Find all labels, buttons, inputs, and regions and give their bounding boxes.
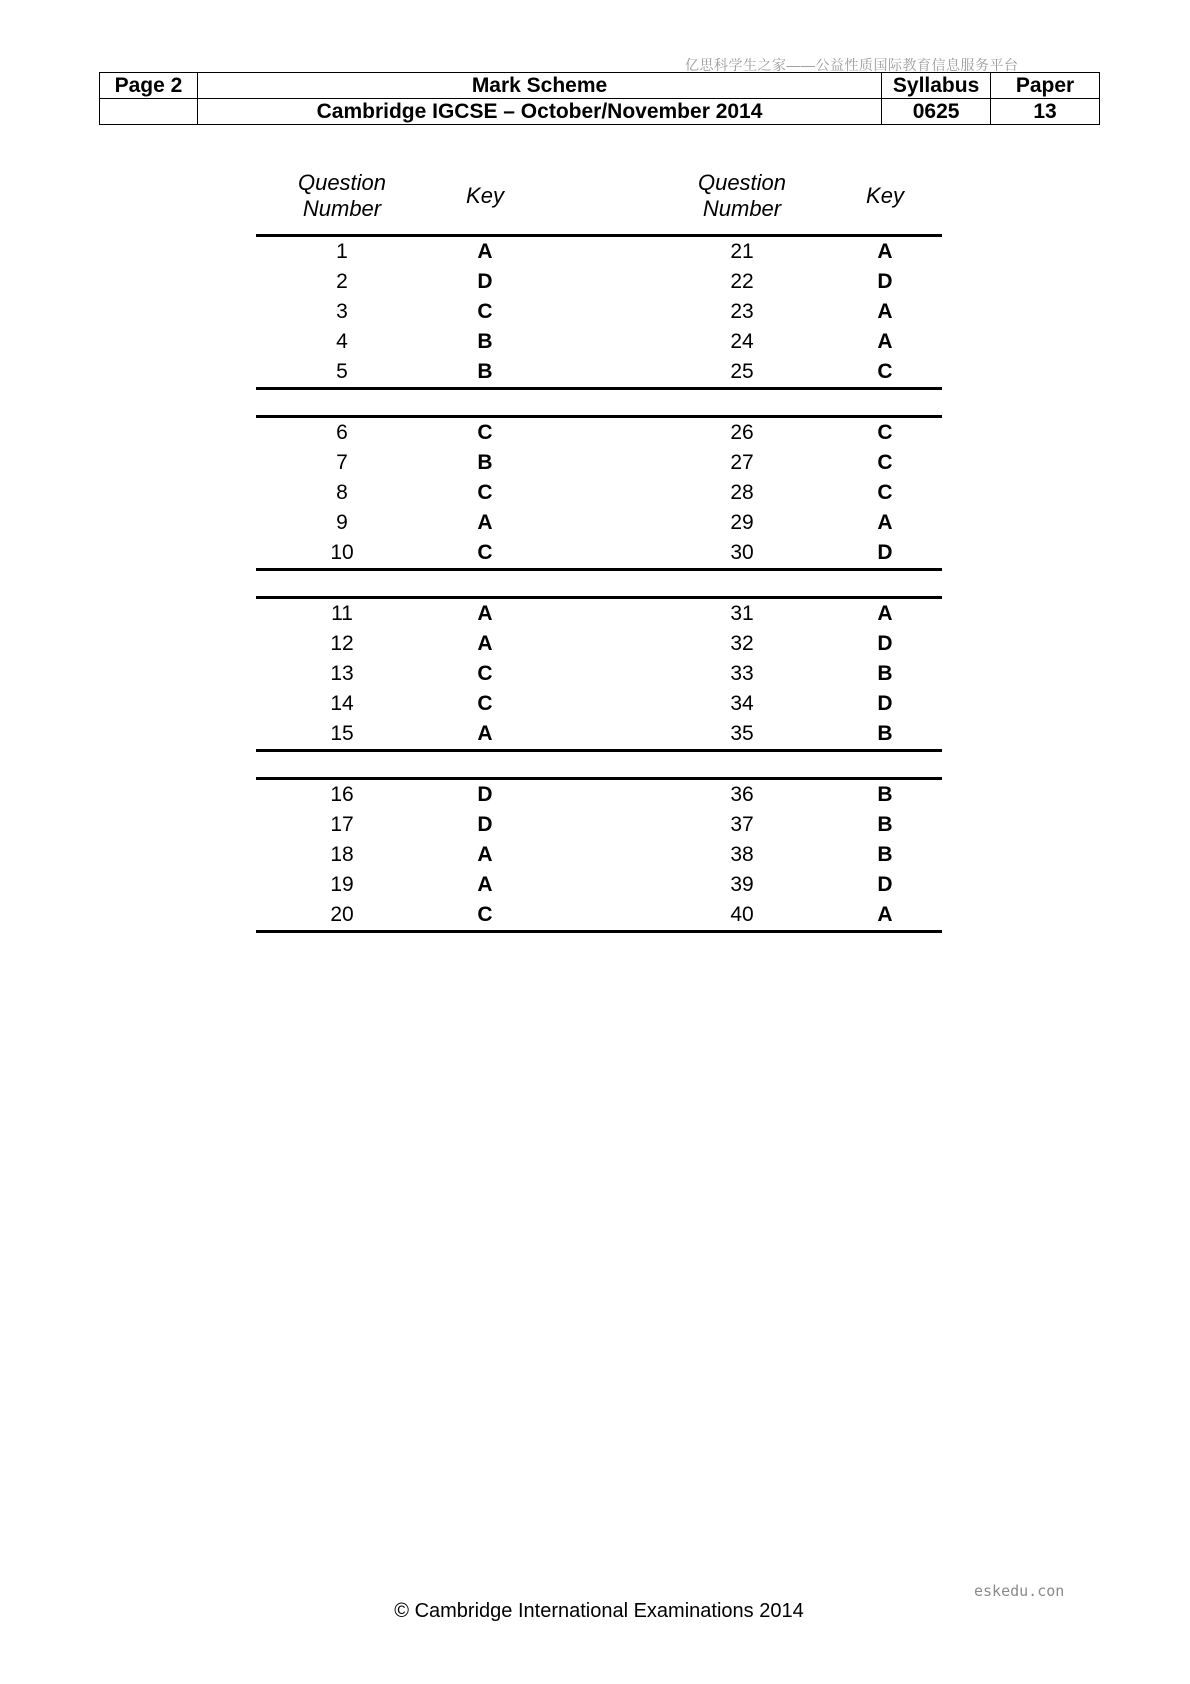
question-number: 31 [730,602,754,625]
answer-row [256,267,942,297]
answer-row [256,810,942,840]
question-number: 3 [336,300,348,323]
answer-block [256,777,942,933]
answer-key: C [477,662,493,685]
question-number: 10 [330,541,354,564]
answer-row [256,659,942,689]
answer-key: B [877,662,893,685]
question-number: 24 [730,330,754,353]
syllabus-code: 0625 [882,99,991,125]
question-number: 28 [730,481,754,504]
question-number: 36 [730,783,754,806]
answer-key: A [877,602,893,625]
question-number: 27 [730,451,754,474]
paper-number: 13 [991,99,1100,125]
question-number: 20 [330,903,354,926]
answer-row [256,629,942,659]
answer-key: A [477,602,493,625]
answer-key: D [877,270,893,293]
question-number: 5 [336,360,348,383]
answer-key: C [477,903,493,926]
answer-key: D [477,270,493,293]
question-number: 18 [330,843,354,866]
answer-row [256,870,942,900]
answer-row [256,780,942,810]
answer-key: A [477,873,493,896]
document-title: Mark Scheme [197,73,881,99]
header-empty-cell [100,99,198,125]
answer-row [256,840,942,870]
answer-key: C [477,300,493,323]
answer-row [256,297,942,327]
answer-key: A [477,632,493,655]
answer-key: A [477,843,493,866]
answer-row [256,327,942,357]
question-number: 7 [336,451,348,474]
question-header-line1: Question [697,170,787,195]
question-number: 40 [730,903,754,926]
answer-block [256,596,942,752]
question-number: 22 [730,270,754,293]
question-number: 2 [336,270,348,293]
watermark-top: 亿思科学生之家——公益性质国际教育信息服务平台 [685,57,1019,73]
question-number: 9 [336,511,348,534]
key-header: Key [466,183,504,208]
question-number: 32 [730,632,754,655]
answer-key: C [877,360,893,383]
answer-block [256,415,942,571]
question-number: 16 [330,783,354,806]
answer-row [256,689,942,719]
question-number: 13 [330,662,354,685]
syllabus-label: Syllabus [882,73,991,99]
question-number: 25 [730,360,754,383]
answer-key: D [477,813,493,836]
question-number: 21 [730,240,754,263]
answer-key: A [477,240,493,263]
answer-row [256,478,942,508]
answer-key: B [477,330,493,353]
question-header-line1: Question [297,170,387,195]
question-number: 37 [730,813,754,836]
answer-row [256,418,942,448]
question-header-line2: Number [702,196,782,221]
question-number: 23 [730,300,754,323]
answer-key: B [477,360,493,383]
question-number: 8 [336,481,348,504]
copyright-footer: © Cambridge International Examinations 2014 [394,1600,804,1622]
answer-key: C [877,421,893,444]
question-number: 35 [730,722,754,745]
question-number: 26 [730,421,754,444]
answer-row [256,508,942,538]
answer-key: A [477,511,493,534]
answer-key: B [477,451,493,474]
answer-row [256,357,942,387]
answer-key: D [877,541,893,564]
answer-block [256,234,942,390]
answer-key: B [877,813,893,836]
answer-key: D [877,873,893,896]
answer-key: B [877,843,893,866]
question-number: 39 [730,873,754,896]
answer-key: B [877,783,893,806]
question-number: 15 [330,722,354,745]
page-number: Page 2 [100,73,198,99]
answer-row [256,237,942,267]
watermark-bottom: eskedu.con [974,1582,1065,1600]
answer-key: A [877,903,893,926]
paper-label: Paper [991,73,1100,99]
answer-key: C [877,481,893,504]
answer-key: C [477,692,493,715]
answer-row [256,448,942,478]
question-number: 19 [330,873,354,896]
question-number: 1 [336,240,348,263]
header-table [99,72,1100,125]
answer-row [256,719,942,749]
question-header-line2: Number [302,196,382,221]
exam-session: Cambridge IGCSE – October/November 2014 [197,99,881,125]
question-number: 14 [330,692,354,715]
answer-key: B [877,722,893,745]
question-number: 30 [730,541,754,564]
answer-key: A [877,330,893,353]
answer-key: D [477,783,493,806]
answer-key: C [477,481,493,504]
question-number: 33 [730,662,754,685]
answer-row [256,900,942,930]
answer-key: D [877,632,893,655]
answer-key: A [877,240,893,263]
answer-key: C [477,421,493,444]
answer-key: A [477,722,493,745]
answer-row [256,599,942,629]
question-number: 6 [336,421,348,444]
question-number-header [656,170,828,222]
question-number: 29 [730,511,754,534]
question-number-header [256,170,428,222]
answer-key: C [477,541,493,564]
answer-key: D [877,692,893,715]
key-header: Key [866,183,904,208]
question-number: 38 [730,843,754,866]
question-number: 11 [331,602,353,625]
answer-key: C [877,451,893,474]
question-number: 34 [730,692,754,715]
answer-row [256,538,942,568]
answer-key: A [877,511,893,534]
question-number: 12 [330,632,354,655]
question-number: 4 [336,330,348,353]
answer-key: A [877,300,893,323]
question-number: 17 [330,813,354,836]
